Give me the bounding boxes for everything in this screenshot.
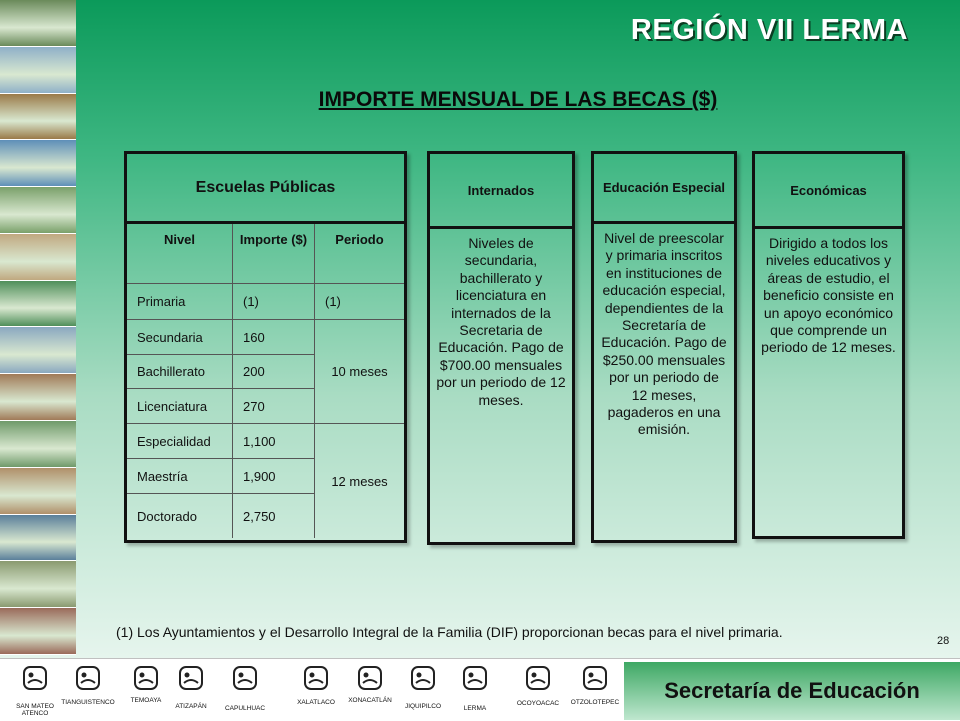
footnote: (1) Los Ayuntamientos y el Desarrollo Integral de la Familia (DIF) proporcionan becas para el nivel primaria. — [116, 624, 783, 640]
municipality-logo — [60, 663, 116, 706]
municipality-label: SAN MATEO ATENCO — [16, 703, 54, 717]
landscape-photo — [0, 0, 76, 47]
landscape-photo — [0, 187, 76, 234]
glyph-icon — [408, 663, 438, 693]
landscape-photo — [0, 47, 76, 94]
secretaria-label: Secretaría de Educación — [624, 662, 960, 720]
page-number: 28 — [937, 635, 950, 647]
educacion-especial-box — [591, 151, 737, 543]
importe-especialidad: 1,100 — [233, 424, 315, 459]
nivel-primaria: Primaria — [127, 284, 233, 320]
landscape-photo — [0, 468, 76, 515]
importe-maestria: 1,900 — [233, 459, 315, 494]
municipality-label: TEMOAYA — [130, 697, 162, 704]
economicas-box — [752, 151, 905, 539]
municipality-logo — [288, 663, 344, 706]
economicas-text: Dirigido a todos los niveles educativos y áreas de estudio, el beneficio consiste en un apoyo económico que comprende un periodo de 12 meses. — [761, 235, 896, 356]
glyph-icon — [580, 663, 610, 693]
importe-doctorado: 2,750 — [233, 494, 315, 538]
glyph-icon — [20, 663, 50, 693]
header-importe: Importe ($) — [233, 224, 315, 284]
periodo-10-meses: 10 meses — [315, 320, 404, 424]
public-schools-table — [124, 151, 407, 543]
landscape-photo — [0, 281, 76, 328]
schools-grid — [127, 224, 404, 538]
importe-secundaria: 160 — [233, 320, 315, 355]
municipality-label: CAPULHUAC — [224, 705, 266, 712]
landscape-photo — [0, 234, 76, 281]
landscape-photo — [0, 421, 76, 468]
region-title: REGIÓN VII LERMA — [630, 14, 908, 46]
municipality-logo — [510, 663, 566, 707]
municipality-logo — [395, 663, 451, 710]
internados-text: Niveles de secundaria, bachillerato y licenciatura en internados de la Secretaria de Educación. Pago de $700.00 mensuales por un periodo de 12 meses. — [436, 235, 566, 408]
internados-title: Internados — [430, 154, 572, 229]
municipality-logo — [217, 663, 273, 712]
importe-primaria: (1) — [233, 284, 315, 320]
glyph-icon — [131, 663, 161, 693]
landscape-photo — [0, 608, 76, 655]
nivel-doctorado: Doctorado — [127, 494, 233, 538]
municipality-label: XALATLACO — [297, 699, 335, 706]
nivel-maestria: Maestría — [127, 459, 233, 494]
periodo-12-meses: 12 meses — [331, 473, 388, 489]
nivel-licenciatura: Licenciatura — [127, 389, 233, 424]
landscape-photo — [0, 374, 76, 421]
municipality-logo — [567, 663, 623, 706]
landscape-photo — [0, 327, 76, 374]
landscape-photo — [0, 140, 76, 187]
municipality-label: XONACATLÁN — [348, 697, 392, 704]
importe-bachillerato: 200 — [233, 355, 315, 389]
periodo-primaria: (1) — [315, 284, 404, 320]
educacion-especial-text: Nivel de preescolar y primaria inscritos en instituciones de educación especial, dependientes de la Secretaría de Educación. Pago de $250.00 mensuales por un periodo de 12 meses, pagaderos en una emisión. — [601, 230, 727, 438]
glyph-icon — [523, 663, 553, 693]
municipality-label: OTZOLOTEPEC — [570, 699, 620, 706]
page-subtitle: IMPORTE MENSUAL DE LAS BECAS ($) — [318, 88, 718, 111]
glyph-icon — [460, 663, 490, 693]
economicas-title: Económicas — [755, 154, 902, 229]
nivel-secundaria: Secundaria — [127, 320, 233, 355]
glyph-icon — [230, 663, 260, 693]
public-schools-title: Escuelas Públicas — [127, 154, 404, 224]
municipality-label: ATIZAPÁN — [175, 703, 207, 710]
internados-box — [427, 151, 575, 545]
municipality-logo — [342, 663, 398, 704]
landscape-photo — [0, 561, 76, 608]
glyph-icon — [301, 663, 331, 693]
municipality-label: OCOYOACAC — [516, 700, 560, 707]
landscape-photo — [0, 515, 76, 562]
glyph-icon — [73, 663, 103, 693]
municipality-label: LERMA — [463, 705, 487, 712]
glyph-icon — [176, 663, 206, 693]
glyph-icon — [355, 663, 385, 693]
header-periodo: Periodo — [315, 224, 404, 284]
educacion-especial-title: Educación Especial — [594, 154, 734, 224]
municipality-label: TIANGUISTENCO — [61, 699, 115, 706]
municipality-logo — [163, 663, 219, 710]
municipality-logo — [7, 663, 63, 717]
nivel-especialidad: Especialidad — [127, 424, 233, 459]
municipality-label: JIQUIPILCO — [404, 703, 442, 710]
nivel-bachillerato: Bachillerato — [127, 355, 233, 389]
municipality-logo — [447, 663, 503, 712]
header-nivel: Nivel — [127, 224, 233, 284]
importe-licenciatura: 270 — [233, 389, 315, 424]
